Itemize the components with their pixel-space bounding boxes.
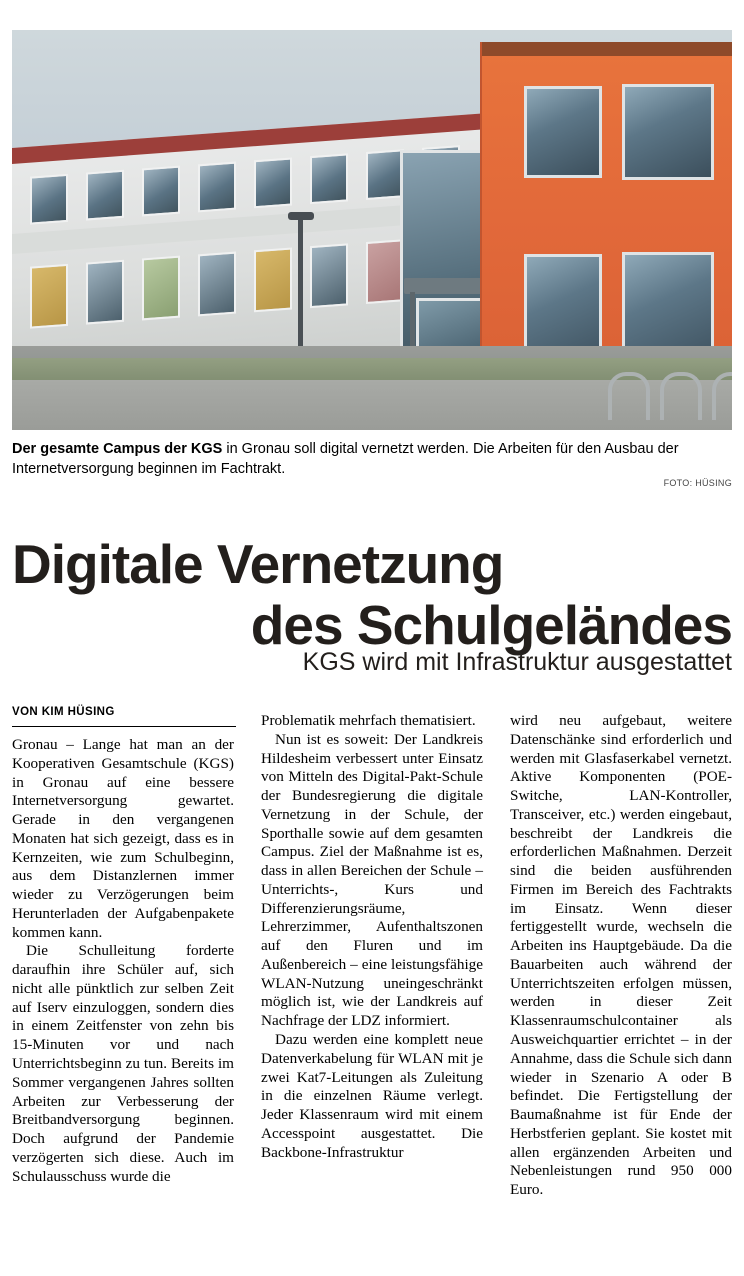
headline-line-2: des Schulgeländes [250, 593, 732, 656]
headline-line-1: Digitale Vernetzung [12, 532, 504, 595]
photo-caption [12, 440, 732, 479]
article-column-3 [510, 712, 732, 1200]
photo-scene [12, 30, 732, 430]
caption-lead: Der gesamte Campus der KGS [12, 441, 223, 457]
article-body [12, 712, 732, 1268]
page-title [12, 532, 732, 656]
lamp-head [288, 212, 314, 220]
bike-rack [712, 372, 732, 420]
paragraph: Die Schulleitung forderte daraufhin ihre Schüler auf, sich nicht alle pünktlich zur selben Zeit auf Iserv einzuloggen, sondern dies in einem Zeitfenster von zehn bis 15-Minuten vor und nach Unterrichtsbeginn zu tun. Bereits im Sommer vergangenen Jahres sollten Arbeiten zur Verbesserung der Breitbandversorgung beginnen. Doch aufgrund der Pandemie verzögerten sich diese. Auch im Schulausschuss wurde die [12, 942, 234, 1185]
article-photo [12, 30, 732, 430]
photo-credit: FOTO: HÜSING [663, 478, 732, 488]
paragraph: Dazu werden eine komplett neue Datenverkabelung für WLAN mit je zwei Kat7-Leitungen als Zuleitung in die einzelnen Räume verlegt. Jeder Klassenraum wird mit einem Accesspoint ausgestattet. Die Backbone-Infrastruktur [261, 1031, 483, 1161]
paragraph: wird neu aufgebaut, weitere Datenschänke sind erforderlich und werden mit Glasfaserkabel vernetzt. Aktive Komponenten (POE-Switche, LAN-Kontroller, Transceiver, etc.) werden eingebaut, beschreibt der Landkreis die erforderlichen Maßnahmen. Derzeit sind die beiden ausführenden Firmen im Bereich des Fachtrakts im Einsatz. Wenn dieser fertiggestellt wurde, wechseln die Arbeiten ins Hauptgebäude. Da die Bauarbeiten auch während der Unterrichtszeiten erfolgen müssen, werden in dieser Zeit Klassenraumschulcontainer als Ausweichquartier errichtet – in der Annahme, dass die Schule sich dann wieder in Szenario A oder B befindet. Die Fertigstellung der Baumaßnahme ist für Ende der Herbstferien geplant. Sie kostet mit allen ergänzenden Arbeiten und Nebenleistungen rund 950 000 Euro. [510, 712, 732, 1199]
paragraph: Nun ist es soweit: Der Landkreis Hildesheim verbessert unter Einsatz von Mitteln des Digital-Pakt-Schule der Bundesregierung die digitale Vernetzung in der Schule, der Sporthalle sowie auf dem gesamten Campus. Ziel der Maßnahme ist es, dass in allen Bereichen der Schule – Unterrichts-, Kurs und Differenzierungsräume, Lehrerzimmer, Aufenthaltszonen auf den Fluren und im Außenbereich – eine leistungsfähige WLAN-Nutzung uneingeschränkt möglich ist, wie der Landkreis auf Nachfrage der LDZ informiert. [261, 730, 483, 1030]
paragraph: Gronau – Lange hat man an der Kooperativen Gesamtschule (KGS) in Gronau auf eine bessere Internetversorgung gewartet. Gerade in den vergangenen Monaten hat sich gezeigt, dass es in Kernzeiten, wie zum Schulbeginn, aus dem Distanzlernen immer wieder zu Verzögerungen beim Herunterladen der Aufgabenpakete kommen kann. [12, 736, 234, 941]
paragraph: Problematik mehrfach thematisiert. [261, 712, 476, 729]
roof-band [482, 42, 732, 56]
bike-rack [608, 372, 650, 420]
caption-rest: in Gronau soll digital vernetzt werden. Die Arbeiten für den Ausbau der Internetversorgung beginnen im Fachtrakt. [12, 441, 679, 477]
article-column-1 [12, 712, 234, 1186]
byline: VON KIM HÜSING [12, 706, 115, 718]
subheadline: KGS wird mit Infrastruktur ausgestattet [302, 648, 732, 676]
article-column-2 [261, 712, 483, 1162]
bike-rack [660, 372, 702, 420]
